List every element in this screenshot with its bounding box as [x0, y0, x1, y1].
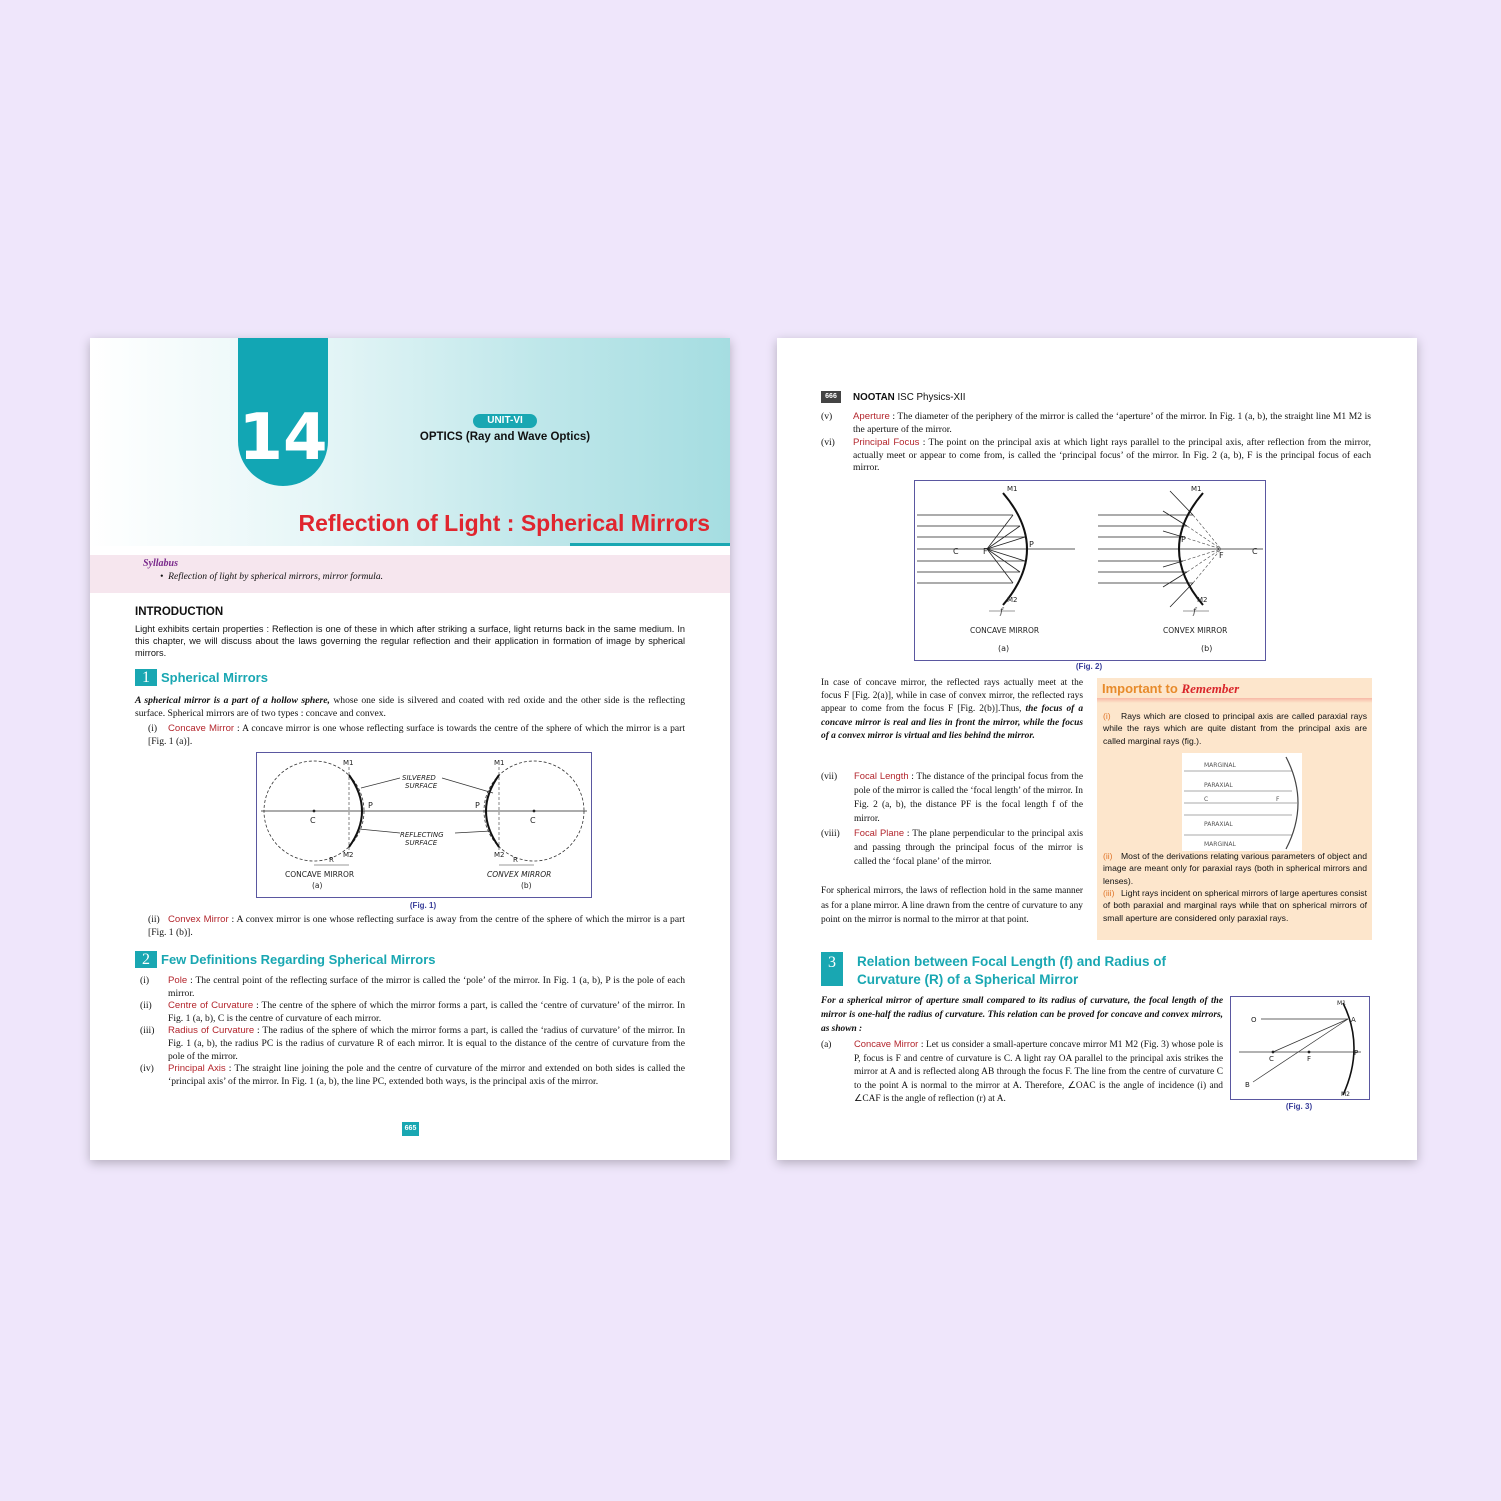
paraxial-fig-marginal-bottom: MARGINAL	[1204, 841, 1236, 848]
fig1-r-right: R	[513, 856, 518, 864]
fig1-reflecting-surface: SURFACE	[405, 839, 438, 847]
figure-1-diagram	[257, 753, 591, 897]
fig1-m2-right: M2	[494, 851, 505, 859]
page-number-right: 666	[821, 391, 841, 403]
def-pole: (i) Pole : The central point of the reflecting surface of the mirror is called the ‘pole’ of the mirror. In Fig. 1 (a, b), P is the pole of each mirror.	[140, 975, 685, 999]
fig3-m2: M2	[1341, 1091, 1350, 1098]
fig1-reflecting: REFLECTING	[400, 831, 444, 839]
def-principal-axis: (iv) Principal Axis : The straight line joining the pole and the centre of curvature of the mirror and extended on both sides is called the ‘principal axis’ of the mirror. In Fig. 1 (a, b), the line PC, extended both ways, is the principal axis of the mirror.	[140, 1063, 685, 1087]
remember-title: Important to Remember	[1102, 681, 1240, 696]
section-3-lead: For a spherical mirror of aperture small compared to its radius of curvature, the focal length of the mirror is one-half the radius of curvature. This relation can be proved for concave and convex mirrors, as shown :	[821, 996, 1223, 1035]
syllabus-item: • Reflection of light by spherical mirrors, mirror formula.	[160, 571, 384, 582]
remember-rule	[1097, 698, 1372, 703]
fig1-p-left: P	[368, 801, 373, 810]
fig2-p-right: P	[1181, 535, 1186, 544]
fig1-b: (b)	[521, 881, 532, 890]
section-1-number: 1	[135, 669, 157, 686]
def-centre-of-curvature: (ii) Centre of Curvature : The centre of the sphere of which the mirror forms a part, is called the ‘centre of curvature’ of the mirror. In Fig. 1 (a, b), C is the centre of curvature of each mirror.	[140, 1000, 685, 1024]
fig2-c-left: C	[953, 547, 959, 556]
remember-item-1: (i) Rays which are closed to principal axis are called paraxial rays while the rays which are quite distant from the principal axis are called marginal rays (fig.).	[1103, 711, 1367, 746]
figure-1-caption: (Fig. 1)	[409, 901, 437, 910]
unit-title: OPTICS (Ray and Wave Optics)	[419, 431, 591, 443]
fig1-r-left: R	[329, 856, 334, 864]
section-1-title: Spherical Mirrors	[161, 670, 268, 685]
remember-item-2: (ii) Most of the derivations relating various parameters of object and image are meant only for paraxial rays (both in spherical mirrors and lenses).	[1103, 851, 1367, 886]
fig3-p: P	[1354, 1049, 1359, 1057]
section-2-title: Few Definitions Regarding Spherical Mirrors	[161, 952, 436, 967]
paraxial-fig-f: F	[1276, 796, 1280, 803]
figure-3-diagram	[1231, 997, 1369, 1099]
important-to-remember-box	[1097, 678, 1372, 940]
fig2-m2-left: M2	[1007, 596, 1018, 604]
fig3-o: O	[1251, 1016, 1257, 1024]
intro-heading: INTRODUCTION	[135, 606, 224, 618]
fig1-p-right: P	[475, 801, 480, 810]
unit-label: UNIT-VI	[473, 414, 537, 428]
paraxial-fig-c: C	[1204, 796, 1209, 803]
section-2-heading	[135, 951, 436, 969]
def-focal-plane: (viii) Focal Plane : The plane perpendicular to the principal axis and passing through the principal focus of the mirror is called the ‘focal plane’ of the mirror.	[821, 827, 1084, 868]
fig2-m1-left: M1	[1007, 485, 1018, 493]
def-aperture: (v) Aperture : The diameter of the periphery of the mirror is called the ‘aperture’ of the mirror. In Fig. 1 (a, b), the straight line M1 M2 is the aperture of the mirror.	[821, 411, 1371, 435]
fig3-a: A	[1351, 1016, 1356, 1024]
paraxial-fig-marginal-top: MARGINAL	[1204, 762, 1236, 769]
figure-2-caption: (Fig. 2)	[1075, 662, 1103, 671]
syllabus-box	[90, 555, 730, 593]
fig2-concave-label: CONCAVE MIRROR	[970, 626, 1040, 635]
chapter-title: Reflection of Light : Spherical Mirrors	[298, 510, 710, 536]
fig2-p-left: P	[1029, 540, 1034, 549]
definitions-list	[140, 975, 685, 1088]
fig2-fl-right: f	[1193, 607, 1196, 616]
fig1-c-right: C	[530, 816, 536, 825]
laws-paragraph: For spherical mirrors, the laws of reflection hold in the same manner as for a plane mirror. A line drawn from the centre of curvature to any point on the mirror is normal to the mirror at that point.	[821, 886, 1083, 926]
def-focal-length: (vii) Focal Length : The distance of the principal focus from the pole of the mirror is called the ‘focal length’ of the mirror. In Fig. 2 (a, b), the distance PF is the focal length f of the mirror.	[821, 770, 1083, 825]
paraxial-figure	[1182, 753, 1302, 851]
fig2-m1-right: M1	[1191, 485, 1202, 493]
fig1-m1-right: M1	[494, 759, 505, 767]
chapter-number: 14	[238, 338, 328, 486]
fig1-a: (a)	[312, 881, 323, 890]
fig2-f-left: F	[983, 547, 988, 556]
section-3-number: 3	[821, 952, 843, 986]
figure-1	[256, 752, 592, 898]
fig3-f: F	[1307, 1055, 1312, 1063]
fig3-c: C	[1269, 1055, 1274, 1063]
def-radius-of-curvature: (iii) Radius of Curvature : The radius of the sphere of which the mirror forms a part, is called the ‘radius of curvature’ of the mirror. In Fig. 1 (a, b), the radius PC is the radius of curvature R of each mirror. It is equal to the distance of the centre of curvature from the pole of the mirror.	[140, 1025, 685, 1062]
fig2-a: (a)	[998, 644, 1010, 653]
section-1-heading	[135, 669, 268, 687]
page-number-left: 665	[402, 1122, 419, 1136]
def-principal-focus: (vi) Principal Focus : The point on the principal axis at which light rays parallel to the principal axis, after reflection from the mirror, actually meet or appear to come from, is called the ‘principal focus’ of the mirror. In Fig. 2 (a, b), F is the principal focus of each mirror.	[821, 437, 1371, 474]
fig2-c-right: C	[1252, 547, 1258, 556]
concave-mirror-derivation: (a) Concave Mirror : Let us consider a small-aperture concave mirror M1 M2 (Fig. 3) whose pole is P, focus is F and centre of curvature is C. A light ray OA parallel to the principal axis strikes the mirror at A and is reflected along AB through the focus F. The line from the centre of curvature C to the point A is normal to the mirror at A. Therefore, ∠OAC is the angle of incidence (i) and ∠CAF is the angle of reflection (r) at A.	[821, 1038, 1224, 1104]
fig2-m2-right: M2	[1197, 596, 1208, 604]
focus-paragraph: In case of concave mirror, the reflected rays actually meet at the focus F [Fig. 2(a)], while in case of convex mirror, the reflected rays appear to come from the focus F [Fig. 2(b)].Thus, the focus of a concave mirror is real and lies in front the mirror, while the focus of a convex mirror is virtual and lies behind the mirror.	[821, 678, 1084, 741]
fig1-convex-label: CONVEX MIRROR	[487, 870, 552, 879]
figure-2-diagram	[915, 481, 1265, 660]
right-page	[777, 338, 1417, 1160]
fig1-c-left: C	[310, 816, 316, 825]
remember-item-3: (iii) Light rays incident on spherical mirrors of large apertures consist of both paraxial and marginal rays while that on spherical mirrors of small aperture are considered only paraxial rays.	[1103, 888, 1367, 923]
figure-3-caption: (Fig. 3)	[1285, 1102, 1313, 1111]
paraxial-diagram	[1182, 753, 1302, 851]
section-1-text: A spherical mirror is a part of a hollow sphere, whose one side is silvered and coated with red oxide and the other side is the reflecting surface. Spherical mirrors are of two types : concave and convex.	[135, 695, 685, 719]
left-page	[90, 338, 730, 1160]
syllabus-label: Syllabus	[143, 558, 179, 569]
fig1-silvered: SILVERED	[402, 774, 436, 782]
intro-text: Light exhibits certain properties : Reflection is one of these in which after striking a surface, light returns back in the same medium. In this chapter, we will discuss about the laws governing the regular reflection and their application in formation of image by spherical mirrors.	[135, 624, 685, 658]
figure-3	[1230, 996, 1370, 1100]
convex-mirror-def: (ii) Convex Mirror : A convex mirror is one whose reflecting surface is away from the centre of the sphere of which the mirror is a part [Fig. 1 (b)].	[148, 914, 685, 938]
fig1-m1-left: M1	[343, 759, 354, 767]
paraxial-fig-paraxial-bottom: PARAXIAL	[1204, 821, 1233, 828]
fig2-b: (b)	[1201, 644, 1213, 653]
fig1-m2-left: M2	[343, 851, 354, 859]
section-3-title: Relation between Focal Length (f) and Radius of Curvature (R) of a Spherical Mirror	[857, 954, 1167, 987]
running-head: NOOTAN ISC Physics-XII	[853, 392, 966, 403]
fig1-silvered-surface: SURFACE	[405, 782, 438, 790]
figure-2	[914, 480, 1266, 661]
paraxial-fig-paraxial-top: PARAXIAL	[1204, 782, 1233, 789]
fig1-concave-label: CONCAVE MIRROR	[285, 870, 355, 879]
fig2-fl-left: f	[1000, 607, 1003, 616]
fig3-m1: M1	[1337, 1000, 1346, 1007]
fig3-b: B	[1245, 1081, 1250, 1089]
fig2-f-right: F	[1219, 551, 1224, 560]
title-underline	[570, 543, 730, 546]
section-2-number: 2	[135, 951, 157, 968]
concave-mirror-def: (i) Concave Mirror : A concave mirror is one whose reflecting surface is towards the centre of the sphere of which the mirror is a part [Fig. 1 (a)].	[148, 723, 685, 747]
fig2-convex-label: CONVEX MIRROR	[1163, 626, 1228, 635]
